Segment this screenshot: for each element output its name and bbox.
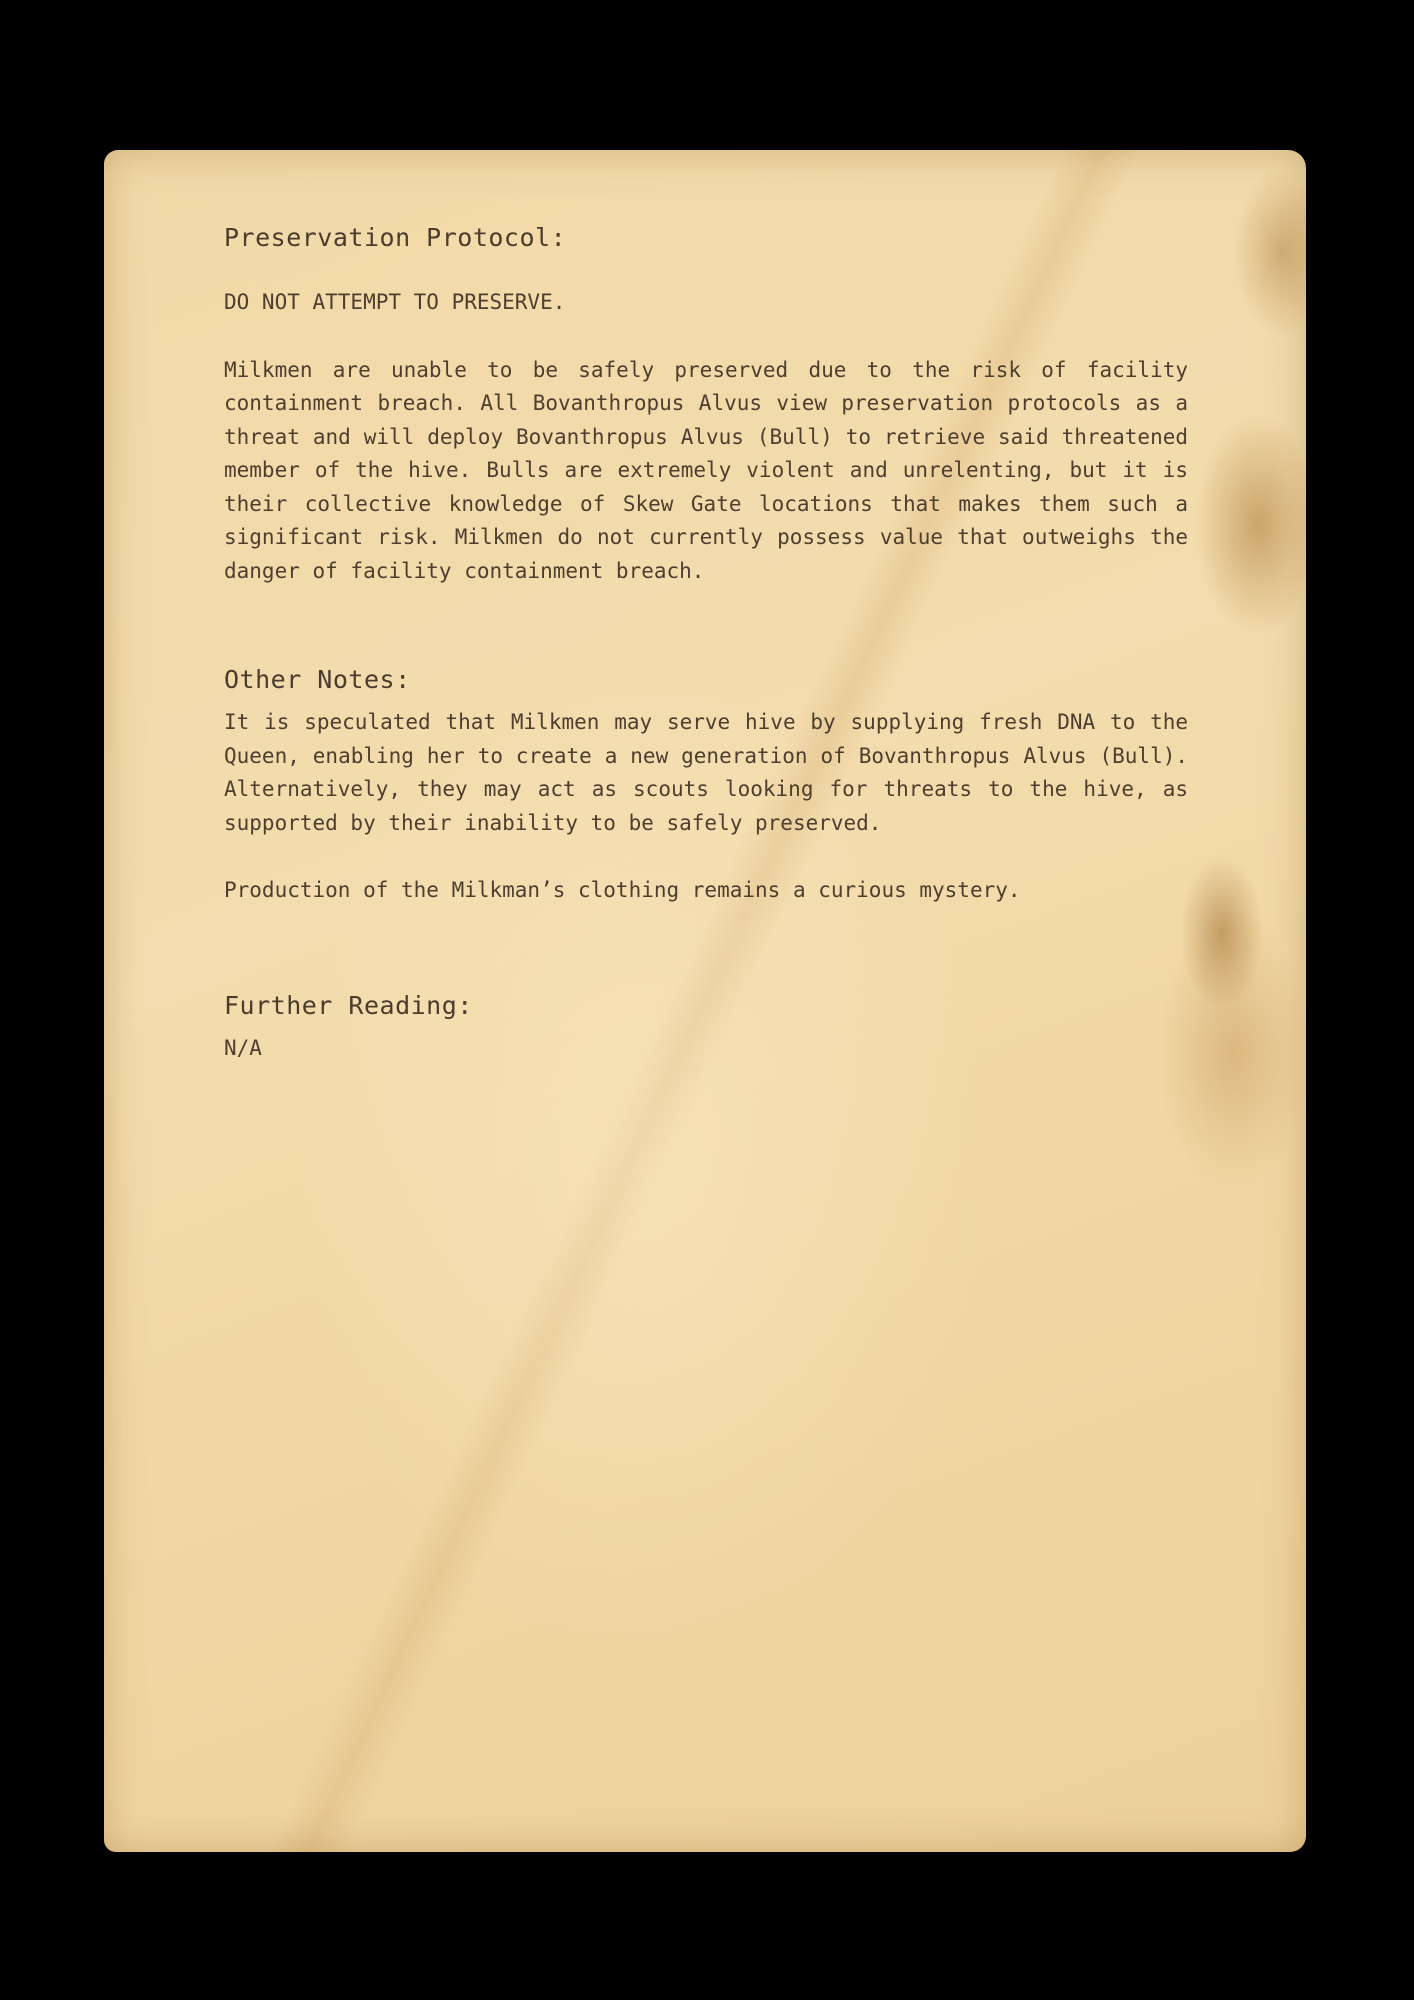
other-notes-production: Production of the Milkman’s clothing remains a curious mystery.: [224, 878, 1021, 902]
other-notes-body: It is speculated that Milkmen may serve hive by supplying fresh DNA to the Queen, enabling her to create a new generation of Bovanthropus Alvus (Bull). Alternatively, they may act as scouts looking for threats to the hive, as supported by their inability to be safely preserved.: [224, 710, 1188, 835]
further-reading-body: N/A: [224, 1035, 262, 1060]
preservation-warning: DO NOT ATTEMPT TO PRESERVE.: [224, 290, 566, 314]
preservation-body: Milkmen are unable to be safely preserved due to the risk of facility containment breach. All Bovanthropus Alvus view preservation protocols as a threat and will deploy Bovanthropus Alvus (Bull) to retrieve said threatened member of the hive. Bulls are extremely violent and unrelenting, but it is their collective knowledge of Skew Gate locations that makes them such a significant risk. Milkmen do not currently possess value that outweighs the danger of facility containment breach.: [224, 357, 1188, 583]
document-body: [224, 222, 1188, 1065]
preservation-protocol-heading: Preservation Protocol:: [224, 223, 567, 252]
further-reading-heading: Further Reading:: [224, 990, 473, 1020]
paper-sheet: [104, 150, 1306, 1852]
other-notes-heading: Other Notes:: [224, 665, 411, 694]
